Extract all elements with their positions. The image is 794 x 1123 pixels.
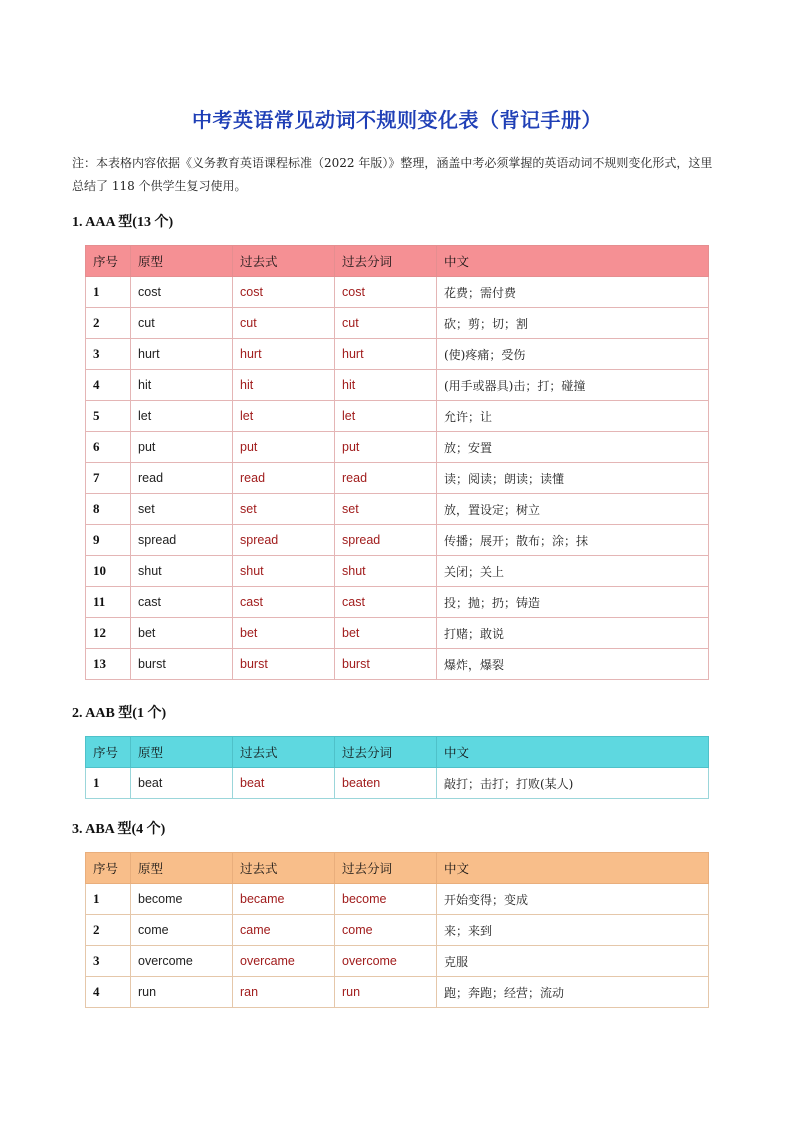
- verb-base-form: hurt: [131, 339, 233, 370]
- table-aab: [85, 736, 709, 799]
- table-row: [86, 884, 709, 915]
- table-header-row: [86, 737, 709, 768]
- verb-chinese-meaning: 花费；需付费: [437, 277, 709, 308]
- verb-past-tense: came: [233, 915, 335, 946]
- verb-past-tense: spread: [233, 525, 335, 556]
- row-number: 1: [86, 884, 131, 915]
- table-row: [86, 401, 709, 432]
- page-title: 中考英语常见动词不规则变化表（背记手册）: [192, 108, 602, 132]
- header-base: 原型: [131, 853, 233, 884]
- row-number: 8: [86, 494, 131, 525]
- verb-past-participle: beaten: [335, 768, 437, 799]
- header-no: 序号: [86, 246, 131, 277]
- verb-past-participle: set: [335, 494, 437, 525]
- row-number: 10: [86, 556, 131, 587]
- verb-past-participle: come: [335, 915, 437, 946]
- verb-chinese-meaning: 爆炸，爆裂: [437, 649, 709, 680]
- verb-chinese-meaning: 允许；让: [437, 401, 709, 432]
- verb-past-tense: read: [233, 463, 335, 494]
- verb-past-tense: beat: [233, 768, 335, 799]
- verb-past-participle: cast: [335, 587, 437, 618]
- verb-base-form: let: [131, 401, 233, 432]
- verb-chinese-meaning: 放，置设定；树立: [437, 494, 709, 525]
- verb-chinese-meaning: 敲打；击打；打败(某人): [437, 768, 709, 799]
- header-no: 序号: [86, 853, 131, 884]
- verb-chinese-meaning: 关闭；关上: [437, 556, 709, 587]
- table-row: [86, 977, 709, 1008]
- verb-past-participle: bet: [335, 618, 437, 649]
- row-number: 5: [86, 401, 131, 432]
- verb-chinese-meaning: (用手或器具)击；打；碰撞: [437, 370, 709, 401]
- verb-past-tense: hit: [233, 370, 335, 401]
- table-header-row: [86, 246, 709, 277]
- verb-base-form: set: [131, 494, 233, 525]
- row-number: 1: [86, 768, 131, 799]
- verb-past-participle: hurt: [335, 339, 437, 370]
- verb-chinese-meaning: 传播；展开；散布；涂；抹: [437, 525, 709, 556]
- verb-chinese-meaning: 放；安置: [437, 432, 709, 463]
- header-past-participle: 过去分词: [335, 737, 437, 768]
- table-row: [86, 308, 709, 339]
- table-row: [86, 494, 709, 525]
- section-heading-aab: 2. AAB 型(1 个): [72, 706, 167, 721]
- verb-past-participle: let: [335, 401, 437, 432]
- verb-past-participle: shut: [335, 556, 437, 587]
- verb-base-form: hit: [131, 370, 233, 401]
- table-row: [86, 618, 709, 649]
- header-past-participle: 过去分词: [335, 246, 437, 277]
- verb-past-tense: let: [233, 401, 335, 432]
- verb-past-tense: cast: [233, 587, 335, 618]
- verb-chinese-meaning: 来；来到: [437, 915, 709, 946]
- verb-past-participle: run: [335, 977, 437, 1008]
- verb-base-form: cut: [131, 308, 233, 339]
- table-row: [86, 946, 709, 977]
- table-row: [86, 525, 709, 556]
- header-no: 序号: [86, 737, 131, 768]
- verb-past-participle: hit: [335, 370, 437, 401]
- row-number: 2: [86, 915, 131, 946]
- table-row: [86, 432, 709, 463]
- verb-past-tense: cut: [233, 308, 335, 339]
- verb-chinese-meaning: 克服: [437, 946, 709, 977]
- verb-past-participle: read: [335, 463, 437, 494]
- row-number: 3: [86, 339, 131, 370]
- header-base: 原型: [131, 737, 233, 768]
- verb-base-form: burst: [131, 649, 233, 680]
- header-chinese: 中文: [437, 737, 709, 768]
- verb-base-form: beat: [131, 768, 233, 799]
- verb-past-tense: bet: [233, 618, 335, 649]
- verb-base-form: cast: [131, 587, 233, 618]
- header-base: 原型: [131, 246, 233, 277]
- verb-base-form: overcome: [131, 946, 233, 977]
- table-row: [86, 915, 709, 946]
- verb-base-form: shut: [131, 556, 233, 587]
- row-number: 12: [86, 618, 131, 649]
- verb-base-form: become: [131, 884, 233, 915]
- verb-past-tense: put: [233, 432, 335, 463]
- verb-base-form: bet: [131, 618, 233, 649]
- verb-past-participle: cost: [335, 277, 437, 308]
- table-header-row: [86, 853, 709, 884]
- verb-base-form: spread: [131, 525, 233, 556]
- row-number: 1: [86, 277, 131, 308]
- row-number: 3: [86, 946, 131, 977]
- row-number: 2: [86, 308, 131, 339]
- row-number: 11: [86, 587, 131, 618]
- verb-past-tense: hurt: [233, 339, 335, 370]
- verb-past-tense: became: [233, 884, 335, 915]
- verb-past-participle: burst: [335, 649, 437, 680]
- verb-chinese-meaning: 读；阅读；朗读；读懂: [437, 463, 709, 494]
- row-number: 4: [86, 370, 131, 401]
- verb-past-tense: ran: [233, 977, 335, 1008]
- verb-past-tense: set: [233, 494, 335, 525]
- verb-chinese-meaning: (使)疼痛；受伤: [437, 339, 709, 370]
- intro-note: 注：本表格内容依据《义务教育英语课程标准（2022 年版）》整理，涵盖中考必须掌握的英语动词不规则变化形式，这里总结了 118 个供学生复习使用。: [72, 156, 713, 193]
- verb-base-form: read: [131, 463, 233, 494]
- section-heading-aaa: 1. AAA 型(13 个): [72, 215, 174, 230]
- table-row: [86, 587, 709, 618]
- verb-base-form: run: [131, 977, 233, 1008]
- verb-past-participle: overcome: [335, 946, 437, 977]
- verb-chinese-meaning: 打赌；敢说: [437, 618, 709, 649]
- table-row: [86, 339, 709, 370]
- table-row: [86, 277, 709, 308]
- verb-past-tense: shut: [233, 556, 335, 587]
- row-number: 13: [86, 649, 131, 680]
- verb-past-participle: cut: [335, 308, 437, 339]
- row-number: 4: [86, 977, 131, 1008]
- verb-past-tense: overcame: [233, 946, 335, 977]
- verb-past-participle: become: [335, 884, 437, 915]
- header-past: 过去式: [233, 246, 335, 277]
- header-chinese: 中文: [437, 853, 709, 884]
- verb-base-form: put: [131, 432, 233, 463]
- verb-past-participle: put: [335, 432, 437, 463]
- table-row: [86, 768, 709, 799]
- verb-past-tense: burst: [233, 649, 335, 680]
- verb-chinese-meaning: 跑；奔跑；经营；流动: [437, 977, 709, 1008]
- table-row: [86, 556, 709, 587]
- table-aba: [85, 852, 709, 1008]
- verb-base-form: come: [131, 915, 233, 946]
- verb-past-tense: cost: [233, 277, 335, 308]
- row-number: 6: [86, 432, 131, 463]
- verb-chinese-meaning: 砍；剪；切；割: [437, 308, 709, 339]
- header-past: 过去式: [233, 737, 335, 768]
- table-row: [86, 649, 709, 680]
- row-number: 7: [86, 463, 131, 494]
- table-aaa: [85, 245, 709, 680]
- header-past: 过去式: [233, 853, 335, 884]
- verb-chinese-meaning: 开始变得；变成: [437, 884, 709, 915]
- section-heading-aba: 3. ABA 型(4 个): [72, 822, 166, 837]
- header-chinese: 中文: [437, 246, 709, 277]
- verb-past-participle: spread: [335, 525, 437, 556]
- table-row: [86, 370, 709, 401]
- verb-base-form: cost: [131, 277, 233, 308]
- table-row: [86, 463, 709, 494]
- verb-chinese-meaning: 投；抛；扔；铸造: [437, 587, 709, 618]
- row-number: 9: [86, 525, 131, 556]
- header-past-participle: 过去分词: [335, 853, 437, 884]
